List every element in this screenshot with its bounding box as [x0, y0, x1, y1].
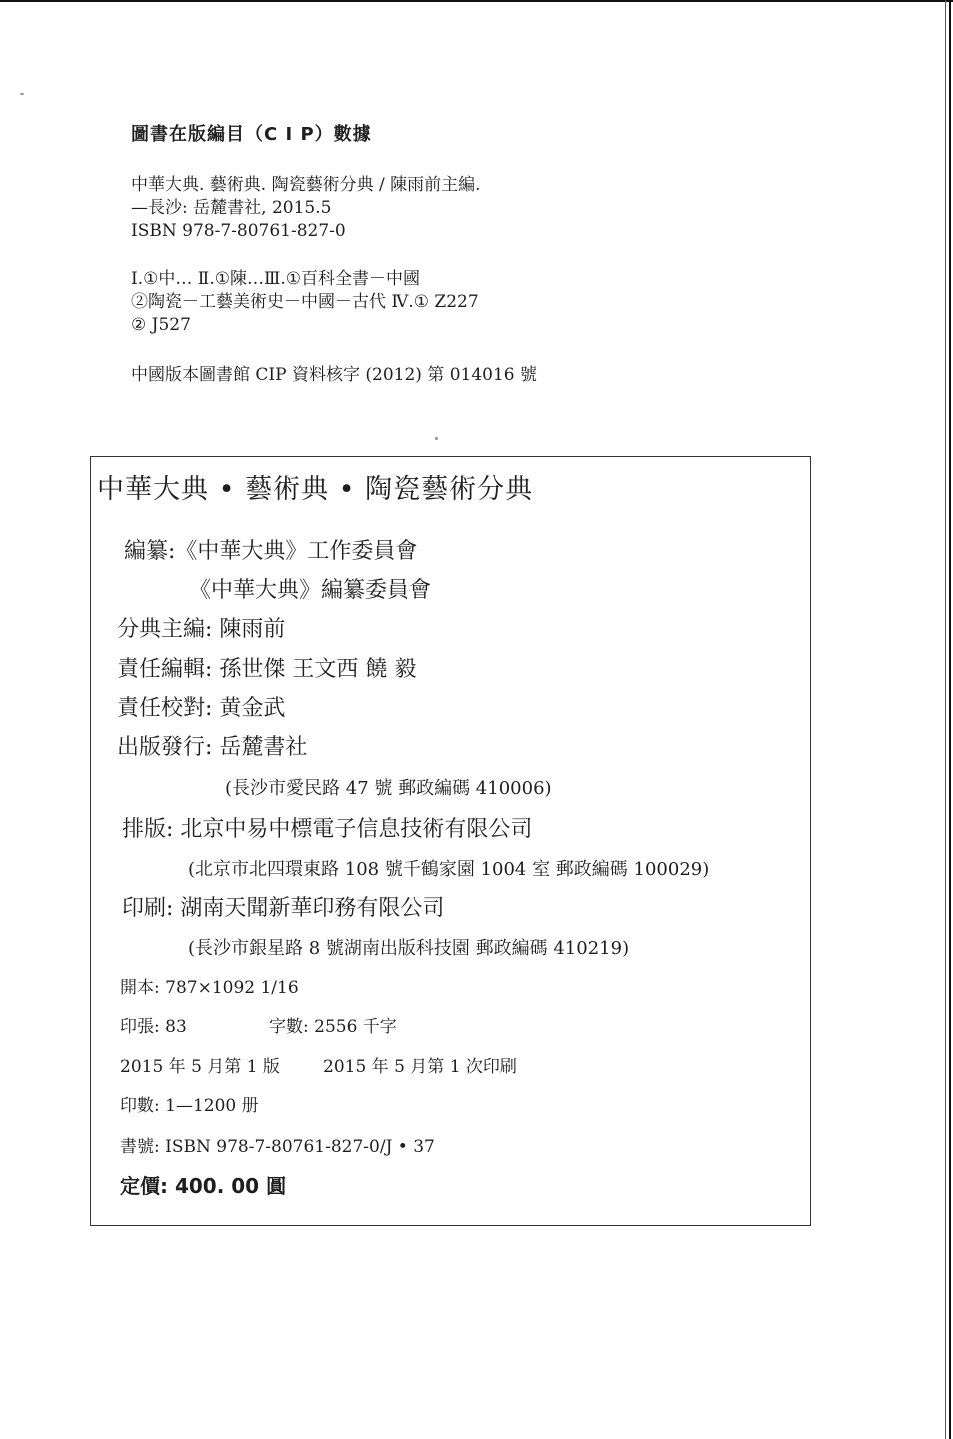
- compiler-line-1: 編纂:《中華大典》工作委員會: [124, 539, 418, 564]
- cip-record-title: 中華大典. 藝術典. 陶瓷藝術分典 / 陳雨前主編.: [131, 175, 481, 195]
- book-number: 書號: ISBN 978-7-80761-827-0/J • 37: [120, 1137, 435, 1157]
- publisher: 出版發行: 岳麓書社: [117, 735, 308, 760]
- proofreader: 責任校對: 黄金武: [117, 696, 286, 721]
- impression: 2015 年 5 月第 1 次印刷: [323, 1057, 517, 1077]
- printer-address: (長沙市銀星路 8 號湖南出版科技園 郵政編碼 410219): [188, 938, 630, 959]
- cip-class-line-3: ② J527: [131, 315, 191, 335]
- compiler-line-2: 《中華大典》編纂委員會: [189, 578, 432, 603]
- cip-record-isbn: ISBN 978-7-80761-827-0: [131, 221, 346, 241]
- printer: 印刷: 湖南天聞新華印務有限公司: [122, 896, 445, 921]
- typesetting: 排版: 北京中易中標電子信息技術有限公司: [122, 817, 533, 842]
- scan-speck: [435, 437, 438, 440]
- cip-class-line-1: Ⅰ.①中… Ⅱ.①陳…Ⅲ.①百科全書－中國: [131, 269, 420, 289]
- top-edge: [0, 0, 953, 2]
- cip-approval-number: 中國版本圖書館 CIP 資料核字 (2012) 第 014016 號: [131, 365, 538, 385]
- right-edge-shadow: [945, 0, 946, 1439]
- scan-speck: [20, 93, 24, 95]
- responsible-editors: 責任編輯: 孫世傑 王文西 饒 毅: [117, 657, 417, 682]
- cip-class-line-2: ②陶瓷－工藝美術史－中國－古代 Ⅳ.① Z227: [131, 292, 479, 312]
- book-title: 中華大典 • 藝術典 • 陶瓷藝術分典: [97, 474, 534, 505]
- word-count: 字數: 2556 千字: [269, 1017, 397, 1037]
- cip-record-imprint: —長沙: 岳麓書社, 2015.5: [131, 198, 332, 218]
- print-run: 印數: 1—1200 册: [120, 1096, 259, 1116]
- edition: 2015 年 5 月第 1 版: [120, 1057, 280, 1077]
- cip-heading: 圖書在版編目（C I P）數據: [131, 124, 372, 145]
- typesetting-address: (北京市北四環東路 108 號千鶴家園 1004 室 郵政編碼 100029): [188, 859, 710, 880]
- chief-editor: 分典主編: 陳雨前: [117, 617, 286, 642]
- format: 開本: 787×1092 1/16: [120, 978, 299, 998]
- right-edge: [949, 0, 951, 1439]
- publisher-address: (長沙市愛民路 47 號 郵政編碼 410006): [225, 778, 552, 799]
- printed-sheets: 印張: 83: [120, 1017, 187, 1037]
- price: 定價: 400. 00 圓: [120, 1174, 287, 1198]
